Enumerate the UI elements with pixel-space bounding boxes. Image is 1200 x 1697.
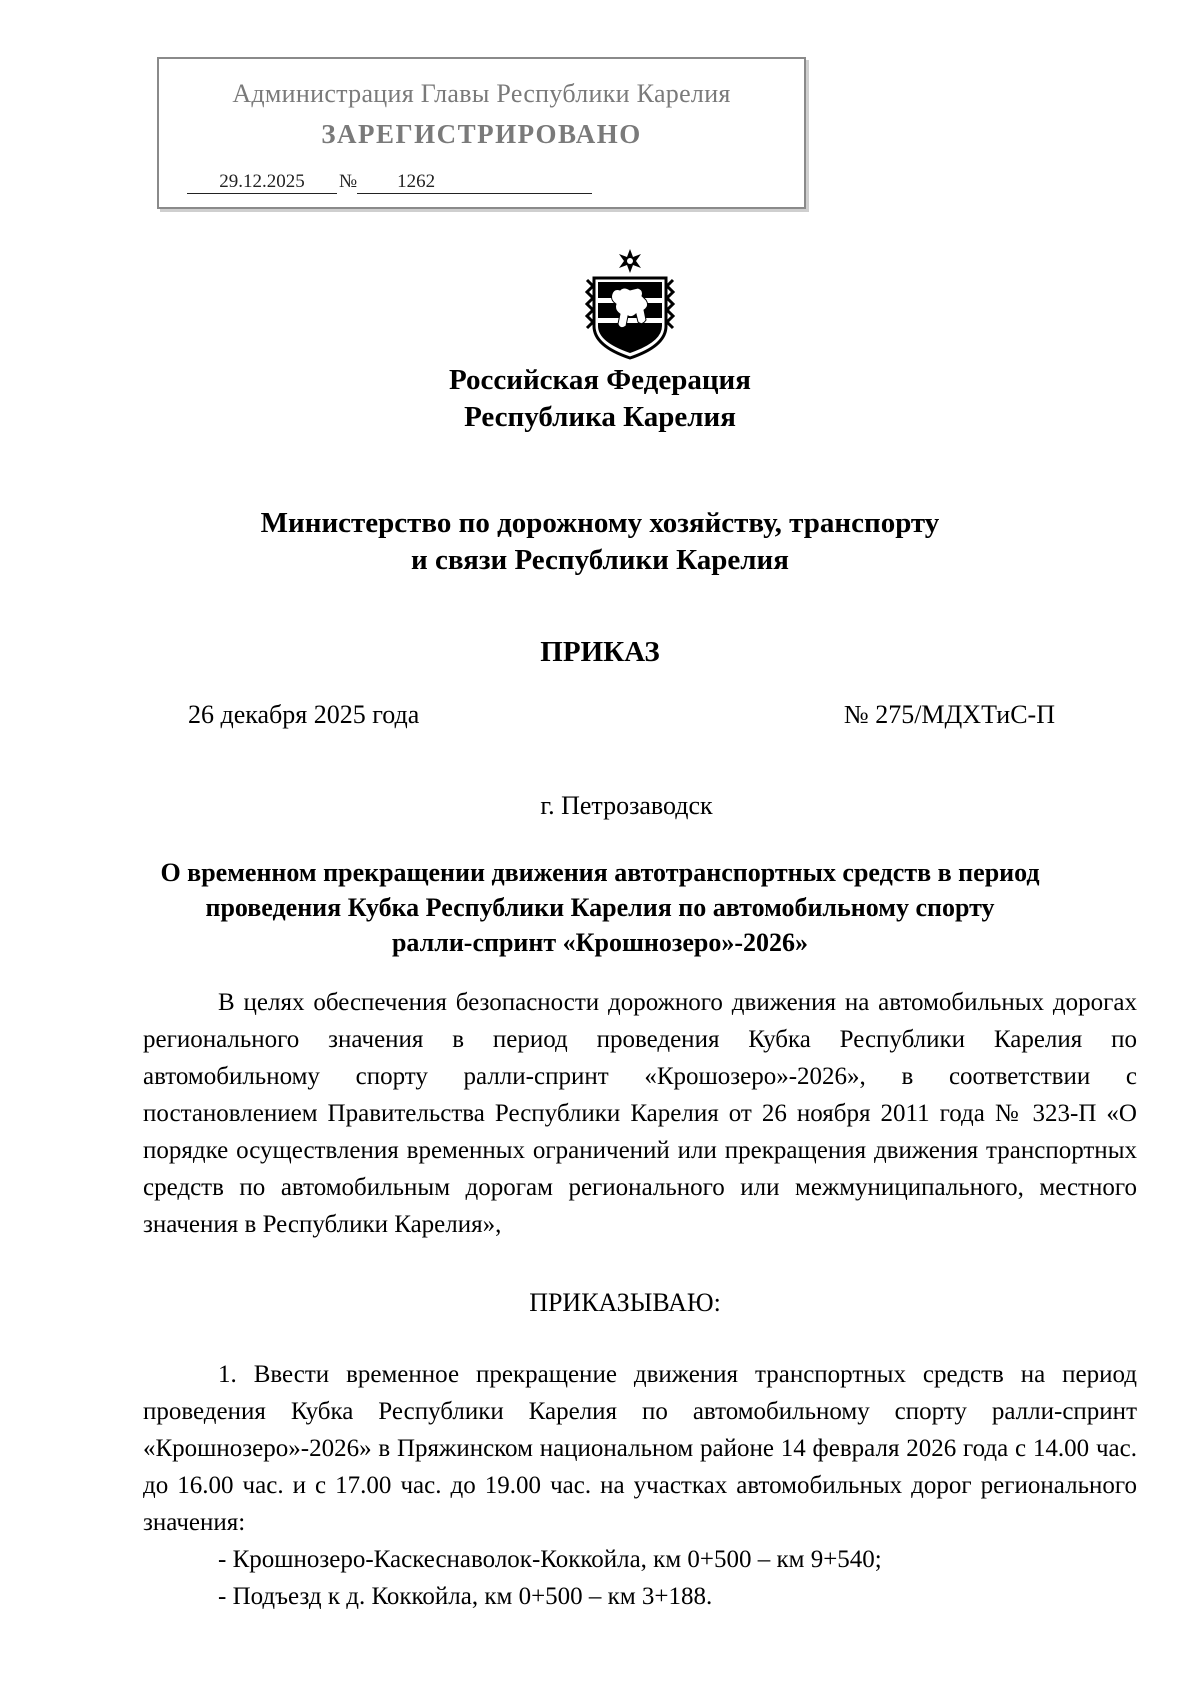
coat-of-arms-icon <box>584 248 676 360</box>
header-country: Российская Федерация <box>449 364 751 396</box>
preamble-paragraph: В целях обеспечения безопасности дорожного движения на автомобильных дорогах регионального значения в период проведения Кубка Республики Карелия по автомобильному спорту ралли-спринт «Крошозеро»-2026», в соответствии с постановлением Правительства Республики Карелия от 26 ноября 2011 года № 323-П «О порядке осуществления временных ограничений или прекращения движения транспортных средств по автомобильным дорогам регионального или межмуниципального, местного значения в Республики Карелия», <box>143 989 1137 1238</box>
header-republic: Республика Карелия <box>464 401 736 433</box>
stamp-number: 1262 <box>357 171 592 194</box>
stamp-status: ЗАРЕГИСТРИРОВАНО <box>321 119 642 149</box>
stamp-date: 29.12.2025 <box>187 171 337 194</box>
city: г. Петрозаводск <box>540 791 713 820</box>
order-number: № 275/МДХТиС-П <box>843 700 1055 729</box>
stamp-number-sign: № <box>339 171 358 192</box>
ministry-line-2: и связи Республики Карелия <box>411 544 789 576</box>
order-title <box>0 855 1200 960</box>
title-line-1: О временном прекращении движения автотранспортных средств в период <box>160 858 1040 887</box>
stamp-organization: Администрация Главы Республики Карелия <box>232 79 731 108</box>
road-item-2: - Подъезд к д. Коккойла, км 0+500 – км 3+188. <box>218 1583 713 1610</box>
title-line-2: проведения Кубка Республики Карелия по автомобильному спорту <box>205 893 995 922</box>
order-word: ПРИКАЗЫВАЮ: <box>529 1288 721 1317</box>
road-item-1: - Крошнозеро-Каскеснаволок-Коккойла, км 0+500 – км 9+540; <box>218 1546 882 1573</box>
stamp-registration-line <box>187 171 592 194</box>
order-date: 26 декабря 2025 года <box>188 700 420 729</box>
registration-stamp <box>157 57 806 209</box>
title-line-3: ралли-спринт «Крошнозеро»-2026» <box>391 928 809 957</box>
ministry-line-1: Министерство по дорожному хозяйству, транспорту <box>260 507 940 539</box>
document-type: ПРИКАЗ <box>540 636 660 668</box>
order-item-1: 1. Ввести временное прекращение движения транспортных средств на период проведения Кубка Республики Карелия по автомобильному спорту ралли-спринт «Крошнозеро»-2026» в Пряжинском национальном районе 14 февраля 2026 года с 14.00 час. до 16.00 час. и с 17.00 час. до 19.00 час. на участках автомобильных дорог регионального значения: <box>143 1361 1137 1536</box>
